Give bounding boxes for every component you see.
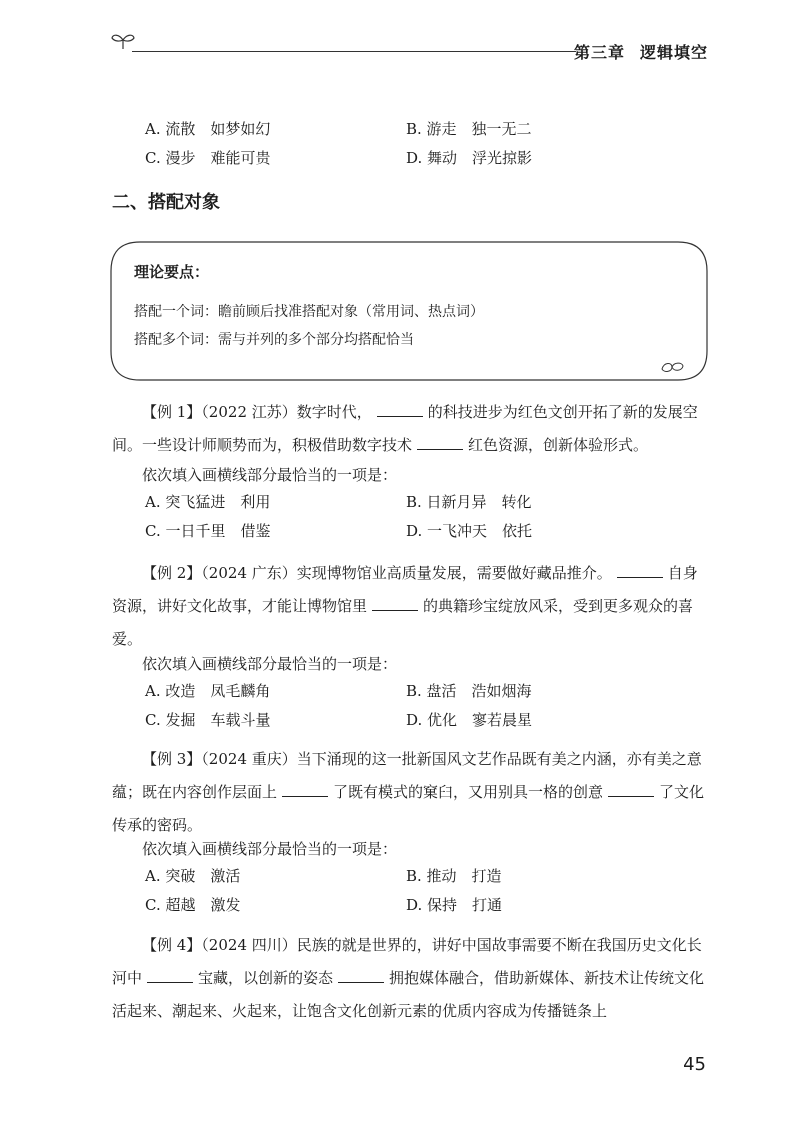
chapter-title: 逻辑填空 — [639, 43, 708, 62]
option-d: D. 舞动 浮光掠影 — [406, 149, 533, 167]
theory-box-title: 理论要点： — [134, 263, 210, 281]
fill-blank — [338, 970, 384, 983]
fill-blank — [372, 598, 418, 611]
fill-blank — [417, 437, 463, 450]
theory-point-2: 搭配多个词：需与并列的多个部分均搭配恰当 — [134, 332, 414, 348]
option-b: B. 游走 独一无二 — [406, 120, 532, 138]
option-b: B. 盘活 浩如烟海 — [406, 682, 532, 700]
option-c: C. 漫步 难能可贵 — [145, 149, 271, 167]
header-rule — [132, 51, 576, 52]
example-tag: 【例 1】（2022 江苏） — [142, 403, 297, 421]
option-b: B. 日新月异 转化 — [406, 493, 532, 511]
question-prompt: 依次填入画横线部分最恰当的一项是： — [142, 466, 398, 484]
example-tag: 【例 2】（2024 广东） — [142, 564, 297, 582]
option-c: C. 超越 激发 — [145, 896, 241, 914]
fill-blank — [282, 784, 328, 797]
section-title: 二、搭配对象 — [112, 192, 220, 213]
example-3: 【例 3】（2024 重庆）当下涌现的这一批新国风文艺作品既有美之内涵，亦有美之意蕴；既在内容创作层面上 了既有模式的窠臼，又用别具一格的创意 了文化传承的密码。 — [112, 750, 705, 834]
page-header — [0, 0, 800, 80]
theory-box — [110, 241, 708, 381]
fill-blank — [617, 565, 663, 578]
option-d: D. 一飞冲天 依托 — [406, 522, 533, 540]
fill-blank — [147, 970, 193, 983]
option-b: B. 推动 打造 — [406, 867, 502, 885]
option-a: A. 突飞猛进 利用 — [145, 493, 271, 511]
option-a: A. 改造 凤毛麟角 — [145, 682, 271, 700]
example-tag: 【例 3】（2024 重庆） — [142, 750, 297, 768]
fill-blank — [608, 784, 654, 797]
example-4: 【例 4】（2024 四川）民族的就是世界的，讲好中国故事需要不断在我国历史文化长河中 宝藏，以创新的姿态 拥抱媒体融合，借助新媒体、新技术让传统文化活起来、潮起来、火起来，让饱含文化创新元素的优质内容成为传播链条上 — [112, 936, 705, 1020]
example-2: 【例 2】（2024 广东）实现博物馆业高质量发展，需要做好藏品推介。 自身资源，讲好文化故事，才能让博物馆里 的典籍珍宝绽放风采，受到更多观众的喜爱。 — [112, 564, 698, 648]
sprout-icon — [110, 32, 136, 50]
fill-blank — [377, 404, 423, 417]
option-c: C. 一日千里 借鉴 — [145, 522, 271, 540]
question-prompt: 依次填入画横线部分最恰当的一项是： — [142, 840, 398, 858]
leaf-ornament-icon — [658, 359, 688, 375]
option-a: A. 突破 激活 — [145, 867, 241, 885]
option-d: D. 优化 寥若晨星 — [406, 711, 533, 729]
chapter-label: 第三章 — [573, 43, 625, 62]
option-d: D. 保持 打通 — [406, 896, 503, 914]
option-a: A. 流散 如梦如幻 — [145, 120, 271, 138]
example-tag: 【例 4】（2024 四川） — [142, 936, 297, 954]
question-prompt: 依次填入画横线部分最恰当的一项是： — [142, 655, 398, 673]
option-c: C. 发掘 车载斗量 — [145, 711, 271, 729]
page-number: 45 — [683, 1054, 706, 1075]
theory-point-1: 搭配一个词：瞻前顾后找准搭配对象（常用词、热点词） — [134, 304, 484, 320]
example-1: 【例 1】（2022 江苏）数字时代， 的科技进步为红色文创开拓了新的发展空间。一些设计师顺势而为，积极借助数字技术 红色资源，创新体验形式。 — [112, 403, 698, 454]
